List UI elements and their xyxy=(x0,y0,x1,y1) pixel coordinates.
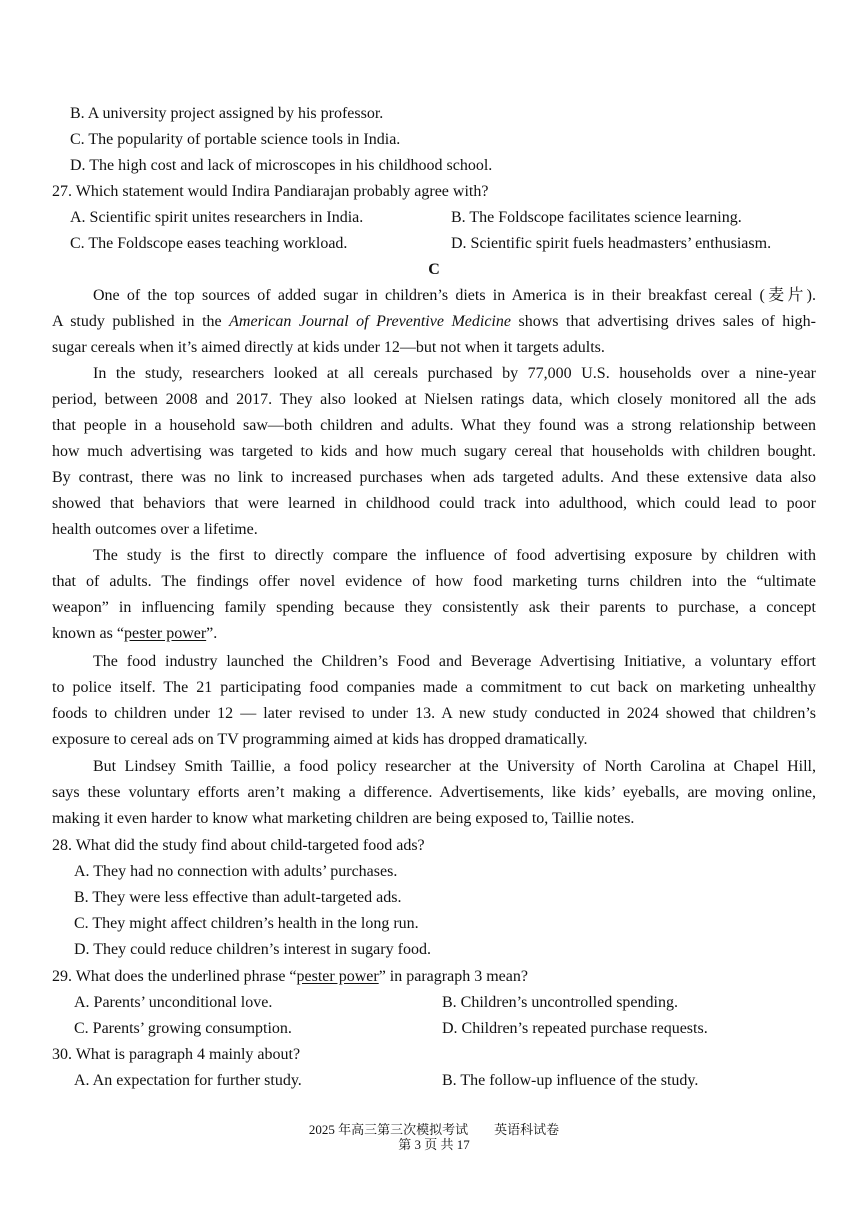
p4-line-1: The food industry launched the Children’s Food and Beverage Advertising Initiative, a voluntary effort xyxy=(93,653,816,670)
q30-option-b: B. The follow-up influence of the study. xyxy=(442,1072,699,1089)
q27-option-d: D. Scientific spirit fuels headmasters’ enthusiasm. xyxy=(451,235,772,252)
q29-stem xyxy=(52,967,528,987)
p3-line-2: that of adults. The findings offer novel evidence of how food marketing turns children into the “ultimate xyxy=(52,573,816,590)
q27-stem: 27. Which statement would Indira Pandiarajan probably agree with? xyxy=(52,183,489,200)
p2-line-1: In the study, researchers looked at all cereals purchased by 77,000 U.S. households over a nine-year xyxy=(93,365,816,382)
q29-option-b: B. Children’s uncontrolled spending. xyxy=(442,994,678,1011)
q29-stem-pre: 29. What does the underlined phrase “ xyxy=(52,968,297,985)
p4-line-2: to police itself. The 21 participating food companies made a commitment to cut back on marketing unhealthy xyxy=(52,679,816,696)
p3-line-3: weapon” in influencing family spending because they consistently ask their parents to purchase, a concept xyxy=(52,599,816,616)
p2-line-4: how much advertising was targeted to kids and how much sugary cereal that households with children bought. xyxy=(52,443,816,460)
p1-line-1: One of the top sources of added sugar in children’s diets in America is in their breakfast cereal (麦片). xyxy=(93,287,816,304)
p5-line-2: says these voluntary efforts aren’t making a difference. Advertisements, like kids’ eyeballs, are moving online, xyxy=(52,784,816,801)
p1-line-2-post: shows that advertising drives sales of high- xyxy=(510,313,817,330)
p4-line-3: foods to children under 12 — later revised to under 13. A new study conducted in 2024 showed that children’s xyxy=(52,705,816,722)
q26-option-d: D. The high cost and lack of microscopes in his childhood school. xyxy=(70,157,493,174)
q28-stem: 28. What did the study find about child-targeted food ads? xyxy=(52,837,425,854)
q29-underlined-phrase: pester power xyxy=(296,968,379,985)
p3-line-4-pre: known as “ xyxy=(52,625,124,642)
footer-exam-title: 2025 年高三第三次模拟考试 英语科试卷 xyxy=(308,1122,560,1137)
underlined-phrase: pester power xyxy=(123,625,207,642)
p2-line-2: period, between 2008 and 2017. They also looked at Nielsen ratings data, which closely monitored all the ads xyxy=(52,391,816,408)
p5-line-1: But Lindsey Smith Taillie, a food policy researcher at the University of North Carolina at Chapel Hill, xyxy=(93,758,816,775)
q28-option-c: C. They might affect children’s health in the long run. xyxy=(74,915,419,932)
p5-line-3: making it even harder to know what marketing children are being exposed to, Taillie notes. xyxy=(52,810,635,827)
q28-option-b: B. They were less effective than adult-targeted ads. xyxy=(74,889,402,906)
p4-line-4: exposure to cereal ads on TV programming aimed at kids has dropped dramatically. xyxy=(52,731,588,748)
q30-option-a: A. An expectation for further study. xyxy=(74,1072,302,1089)
q28-option-d: D. They could reduce children’s interest in sugary food. xyxy=(74,941,431,958)
q27-option-b: B. The Foldscope facilitates science learning. xyxy=(451,209,742,226)
q28-option-a: A. They had no connection with adults’ purchases. xyxy=(74,863,398,880)
q27-option-c: C. The Foldscope eases teaching workload. xyxy=(70,235,348,252)
q29-stem-post: ” in paragraph 3 mean? xyxy=(378,968,528,985)
q27-option-a: A. Scientific spirit unites researchers in India. xyxy=(70,209,364,226)
p2-line-6: showed that behaviors that were learned in childhood could track into adulthood, which could lead to poor xyxy=(52,495,816,512)
p3-line-1: The study is the first to directly compare the influence of food advertising exposure by children with xyxy=(93,547,816,564)
q26-option-c: C. The popularity of portable science tools in India. xyxy=(70,131,401,148)
q29-option-d: D. Children’s repeated purchase requests. xyxy=(442,1020,708,1037)
journal-name: American Journal of Preventive Medicine xyxy=(229,313,511,330)
p2-line-3: that people in a household saw—both children and adults. What they found was a strong relationship between xyxy=(52,417,816,434)
q29-option-a: A. Parents’ unconditional love. xyxy=(74,994,273,1011)
footer-page-number: 第 3 页 共 17 xyxy=(398,1137,470,1152)
p1-line-2 xyxy=(52,312,816,332)
p1-line-2-pre: A study published in the xyxy=(52,313,230,330)
section-label: C xyxy=(428,261,440,278)
p2-line-5: By contrast, there was no link to increased purchases when ads targeted adults. And these extensive data also xyxy=(52,469,816,486)
q30-stem: 30. What is paragraph 4 mainly about? xyxy=(52,1046,301,1063)
p3-line-4-post: ”. xyxy=(206,625,218,642)
q29-option-c: C. Parents’ growing consumption. xyxy=(74,1020,292,1037)
p1-line-3: sugar cereals when it’s aimed directly at kids under 12—but not when it targets adults. xyxy=(52,339,605,356)
p2-line-7: health outcomes over a lifetime. xyxy=(52,521,258,538)
q26-option-b: B. A university project assigned by his professor. xyxy=(70,105,384,122)
p3-line-4 xyxy=(52,624,217,644)
